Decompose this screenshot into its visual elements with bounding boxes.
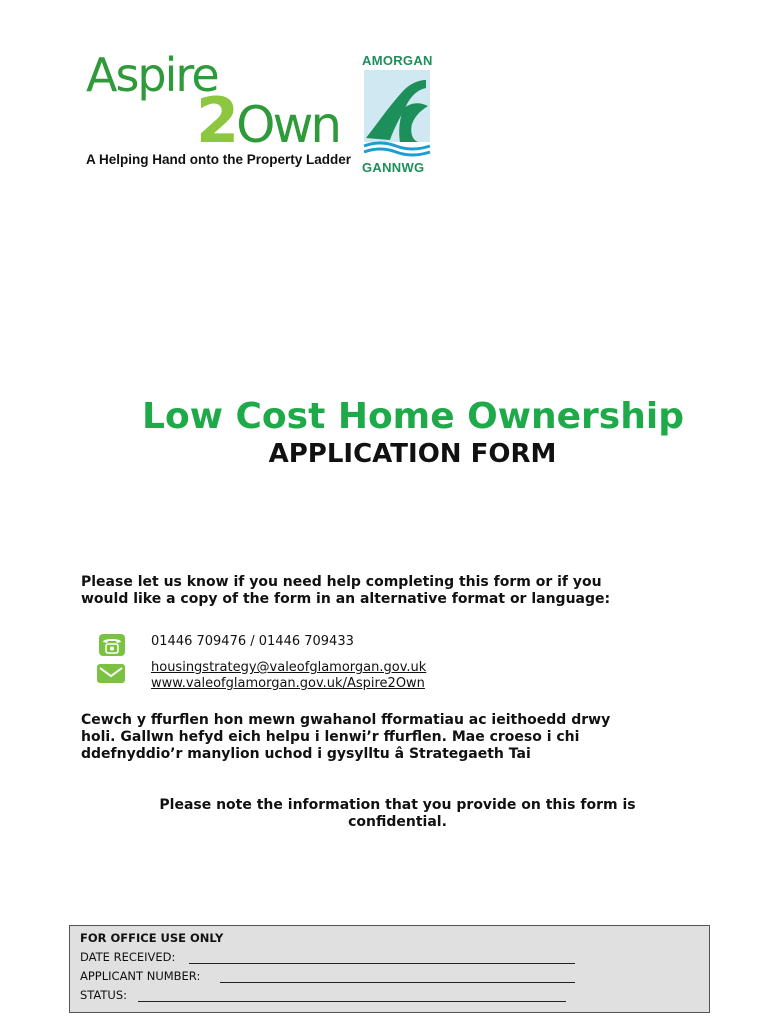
logo-tagline: A Helping Hand onto the Property Ladder — [86, 152, 352, 167]
office-use-box — [69, 925, 710, 1013]
applicant-number-field[interactable] — [220, 982, 575, 983]
welsh-text-line-1: Cewch y ffurflen hon mewn gwahanol fformatiau ac ieithoedd drwy — [81, 712, 611, 728]
welsh-text-line-2: holi. Gallwn hefyd eich helpu i lenwi’r ffurflen. Mae croeso i chi — [81, 729, 580, 745]
phone-icon — [98, 633, 126, 657]
council-logo-bottom-text: GANNWG — [362, 160, 425, 175]
help-text-line-2: would like a copy of the form in an alternative format or language: — [81, 591, 611, 607]
page-subtitle: APPLICATION FORM — [268, 439, 557, 469]
confidential-note-line-1: Please note the information that you provide on this form is — [159, 797, 636, 813]
logo-own: Own — [236, 96, 340, 154]
date-received-field[interactable] — [189, 963, 575, 964]
status-label: STATUS: — [80, 988, 128, 1002]
confidential-note-line-2: confidential. — [348, 814, 447, 830]
website-link[interactable]: www.valeofglamorgan.gov.uk/Aspire2Own — [151, 676, 425, 691]
logo-two: 2 — [196, 84, 237, 157]
envelope-icon — [96, 663, 126, 684]
page-title: Low Cost Home Ownership — [142, 396, 684, 437]
council-logo-top-text: AMORGAN — [362, 53, 433, 68]
status-field[interactable] — [138, 1001, 566, 1002]
office-use-title: FOR OFFICE USE ONLY — [80, 931, 224, 945]
applicant-number-label: APPLICANT NUMBER: — [80, 969, 201, 983]
welsh-text-line-3: ddefnyddio’r manylion uchod i gysylltu â Strategaeth Tai — [81, 746, 531, 762]
council-logo — [360, 50, 436, 176]
date-received-label: DATE RECEIVED: — [80, 950, 176, 964]
phone-numbers: 01446 709476 / 01446 709433 — [151, 634, 354, 649]
logo-two-own — [196, 84, 340, 157]
help-text-line-1: Please let us know if you need help completing this form or if you — [81, 574, 602, 590]
logo-aspire-word: Aspire — [86, 48, 218, 102]
email-link[interactable]: housingstrategy@valeofglamorgan.gov.uk — [151, 660, 427, 675]
